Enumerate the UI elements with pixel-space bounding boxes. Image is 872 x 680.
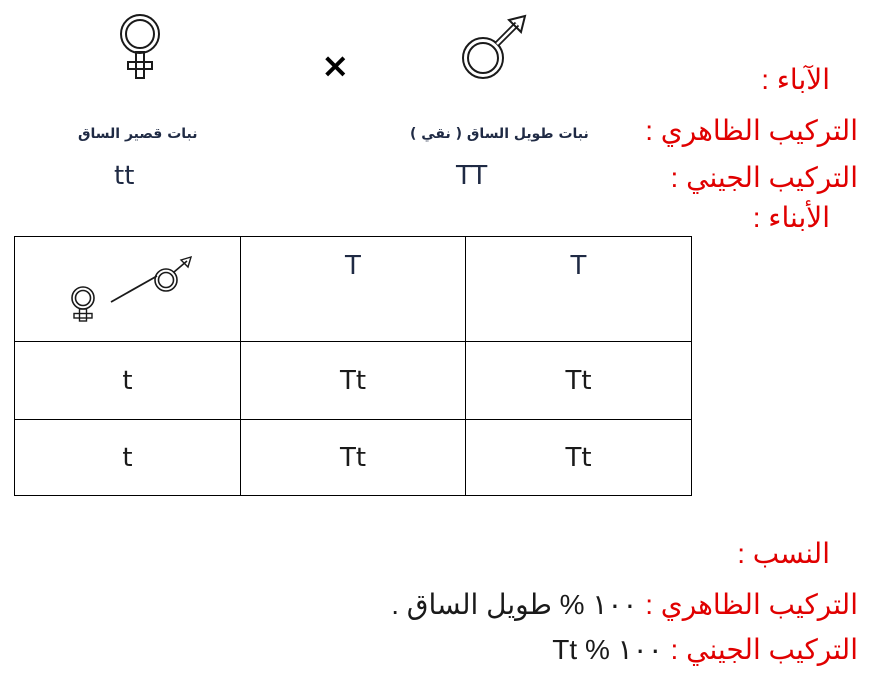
male-symbol-icon xyxy=(455,14,535,91)
female-genotype: tt xyxy=(114,161,135,191)
ratios-label: النسب : xyxy=(737,538,830,569)
cross-sign: × xyxy=(321,46,350,86)
parents-label: الآباء : xyxy=(761,64,830,95)
punnett-cell: Tt xyxy=(241,420,466,496)
genotype-ratio-label: التركيب الجيني : xyxy=(670,634,858,665)
genotype-ratio-value: ١٠٠ % Tt xyxy=(552,634,663,665)
punnett-header-row xyxy=(15,237,692,342)
phenotype-ratio-line xyxy=(391,591,858,619)
female-phenotype: نبات قصير الساق xyxy=(78,126,198,142)
punnett-male-gamete: T xyxy=(466,237,692,342)
punnett-cell: Tt xyxy=(466,342,692,420)
female-symbol-icon xyxy=(112,10,168,87)
punnett-cell: Tt xyxy=(466,420,692,496)
male-phenotype: نبات طويل الساق ( نقي ) xyxy=(410,126,589,142)
male-genotype: TT xyxy=(456,161,488,191)
offspring-label: الأبناء : xyxy=(752,202,830,233)
phenotype-label: التركيب الظاهري : xyxy=(645,115,858,146)
phenotype-ratio-value: ١٠٠ % طويل الساق . xyxy=(391,589,638,620)
phenotype-ratio-label: التركيب الظاهري : xyxy=(645,589,858,620)
punnett-female-gamete: t xyxy=(15,342,241,420)
punnett-corner xyxy=(15,237,241,342)
punnett-row xyxy=(15,342,692,420)
punnett-female-gamete: t xyxy=(15,420,241,496)
male-over-female-icon xyxy=(53,254,203,324)
genotype-label: التركيب الجيني : xyxy=(670,162,858,193)
punnett-male-gamete: T xyxy=(241,237,466,342)
genotype-ratio-line xyxy=(552,636,858,664)
punnett-cell: Tt xyxy=(241,342,466,420)
punnett-row xyxy=(15,420,692,496)
punnett-square xyxy=(14,236,692,496)
